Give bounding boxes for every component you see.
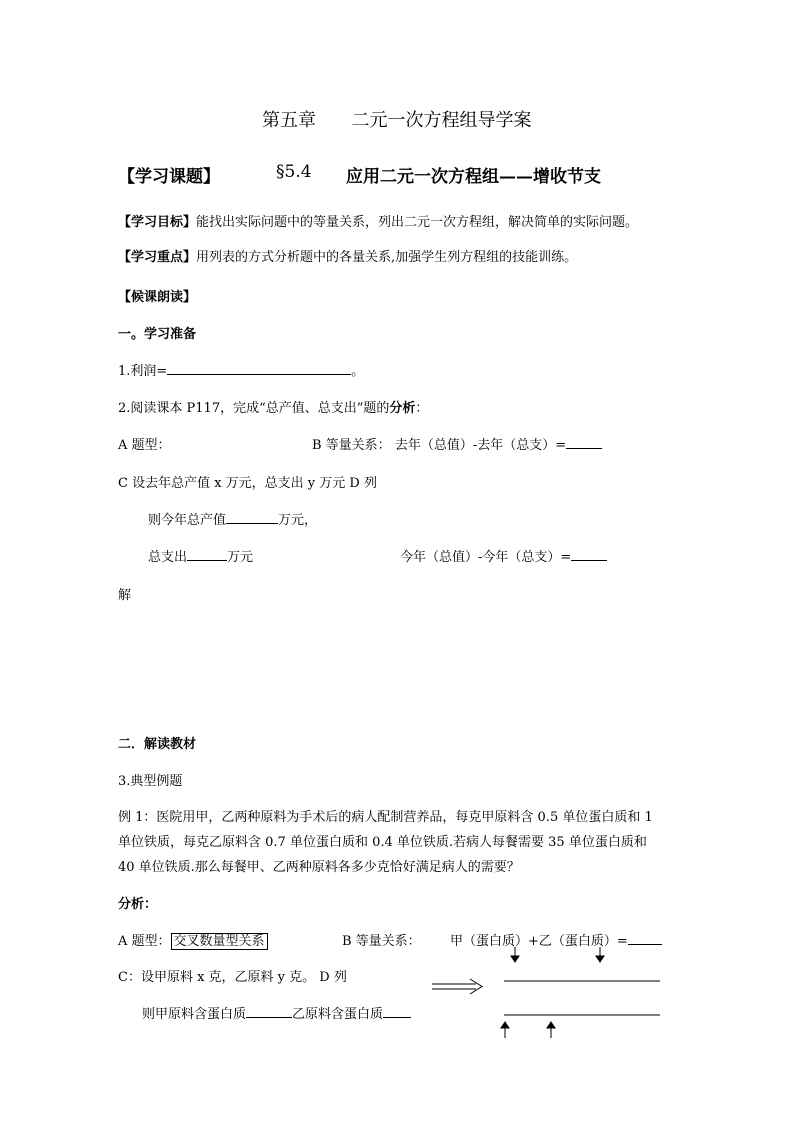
- answer-blank-expense[interactable]: [187, 547, 227, 561]
- part1-c-assume: C 设去年总产值 x 万元，总支出 y 万元 D 列: [118, 476, 377, 491]
- section-heading-2: 二．解读教材: [118, 737, 197, 752]
- part2-c-assume: C：设甲原料 x 克，乙原料 y 克。 D 列: [118, 970, 347, 985]
- up-arrow-icon: [547, 1022, 555, 1038]
- part1-a-type: A 题型：: [118, 438, 171, 453]
- lesson-section: §5.4: [276, 162, 312, 182]
- answer-blank-profit[interactable]: [167, 361, 351, 375]
- answer-blank-protein-b[interactable]: [383, 1004, 411, 1018]
- analysis-label: 分析：: [118, 897, 158, 912]
- down-arrow-icon: [511, 947, 519, 962]
- learning-keypoints: 【学习重点】用列表的方式分析题中的各量关系,加强学生列方程组的技能训练。: [118, 250, 578, 265]
- item-2-reading: 2.阅读课本 P117，完成“总产值、总支出”题的分析：: [118, 401, 429, 416]
- chapter-title: 二元一次方程组导学案: [351, 110, 532, 131]
- part1-this-year-expense: 总支出 万元: [148, 546, 253, 565]
- part1-this-year-value: 则今年总产值 万元，: [148, 509, 317, 528]
- answer-blank-this-year[interactable]: [571, 547, 607, 561]
- double-arrow-icon: [432, 979, 482, 994]
- part2-b-relation: B 等量关系：: [342, 934, 421, 949]
- answer-blank-last-year[interactable]: [566, 435, 602, 449]
- answer-blank-output[interactable]: [226, 510, 278, 524]
- example-1-line-1: 例 1：医院用甲，乙两种原料为手术后的病人配制营养品，每克甲原料含 0.5 单位蛋白质和 1: [118, 810, 653, 825]
- answer-blank-protein[interactable]: [628, 931, 662, 945]
- page-title: [262, 106, 531, 132]
- up-arrow-icon: [501, 1022, 509, 1038]
- item-1-profit: 1.利润= 。: [118, 360, 364, 379]
- part2-protein-content: 则甲原料含蛋白质 乙原料含蛋白质: [142, 1003, 411, 1022]
- part1-b-relation: B 等量关系： 去年（总值）-去年（总支）=: [312, 434, 602, 453]
- type-box: 交叉数量型关系: [171, 933, 268, 950]
- item-3-examples: 3.典型例题: [118, 774, 183, 789]
- example-1-line-2: 单位铁质，每克乙原料含 0.7 单位蛋白质和 0.4 单位铁质.若病人每餐需要 35 单位蛋白质和: [118, 835, 647, 850]
- learning-goals: 【学习目标】能找出实际问题中的等量关系，列出二元一次方程组，解决简单的实际问题。: [118, 215, 639, 230]
- answer-blank-protein-a[interactable]: [246, 1004, 292, 1018]
- section-heading-1: 一。学习准备: [118, 327, 197, 342]
- lesson-tag: 【学习课题】: [118, 167, 220, 187]
- preread-label: 【候课朗读】: [118, 290, 197, 305]
- part1-this-year-relation: 今年（总值）-今年（总支）=: [400, 546, 607, 565]
- chapter-label: 第五章: [262, 110, 316, 131]
- part2-a-type: A 题型： 交叉数量型关系: [118, 930, 268, 949]
- down-arrow-icon: [596, 947, 604, 962]
- solve-label: 解: [118, 588, 132, 603]
- part2-b-equation: 甲（蛋白质）+乙（蛋白质）=: [450, 930, 662, 949]
- example-1-line-3: 40 单位铁质.那么每餐甲、乙两种原料各多少克恰好满足病人的需要？: [118, 860, 520, 875]
- lesson-heading: [118, 162, 220, 187]
- lesson-title: 应用二元一次方程组——增收节支: [346, 167, 601, 187]
